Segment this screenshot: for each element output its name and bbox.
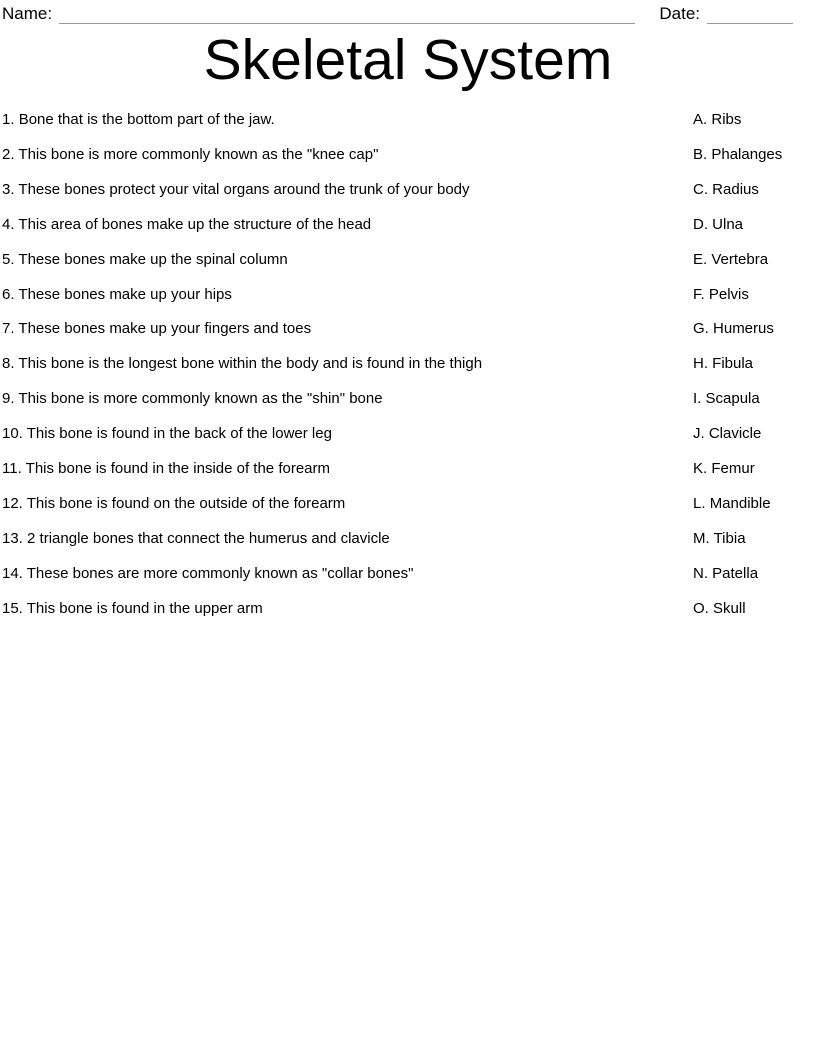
question-number: 8. bbox=[2, 355, 15, 373]
matching-list bbox=[0, 103, 816, 627]
question-text: These bones protect your vital organs around the trunk of your body bbox=[18, 180, 470, 198]
question-row bbox=[2, 417, 693, 452]
question-text: This bone is more commonly known as the "knee cap" bbox=[18, 145, 379, 163]
question-number: 7. bbox=[2, 320, 15, 338]
answer-text: Ribs bbox=[711, 111, 742, 128]
answer-text: Scapula bbox=[705, 390, 760, 408]
questions-column bbox=[2, 103, 693, 627]
question-number: 6. bbox=[2, 285, 15, 303]
answer-text: Clavicle bbox=[708, 425, 762, 443]
question-text: These bones make up your fingers and toes bbox=[18, 320, 312, 338]
answer-row bbox=[693, 347, 816, 382]
answer-text: Radius bbox=[712, 180, 759, 198]
answer-row bbox=[693, 452, 816, 487]
question-text: This bone is found in the back of the lower leg bbox=[26, 425, 332, 443]
answer-row bbox=[693, 312, 816, 347]
answer-text: Tibia bbox=[713, 529, 746, 547]
question-row bbox=[2, 103, 693, 138]
question-number: 11. bbox=[2, 460, 22, 478]
question-text: These bones are more commonly known as "collar bones" bbox=[26, 564, 414, 582]
question-text: This bone is more commonly known as the "shin" bone bbox=[18, 390, 383, 408]
answer-letter: C. bbox=[693, 180, 708, 198]
answer-text: Patella bbox=[712, 564, 759, 582]
question-row bbox=[2, 592, 693, 627]
question-number: 13. bbox=[2, 529, 23, 547]
page-title: Skeletal System bbox=[203, 28, 613, 92]
answer-letter: I. bbox=[693, 390, 702, 408]
question-row bbox=[2, 173, 693, 208]
answer-text: Fibula bbox=[712, 355, 754, 373]
question-row bbox=[2, 243, 693, 278]
answer-row bbox=[693, 103, 816, 138]
question-number: 14. bbox=[2, 564, 23, 582]
answer-text: Skull bbox=[713, 599, 746, 617]
answer-text: Femur bbox=[711, 460, 755, 478]
name-label: Name: bbox=[2, 4, 53, 23]
date-blank-line bbox=[707, 5, 793, 24]
question-number: 2. bbox=[2, 145, 15, 163]
question-text: This bone is found on the outside of the forearm bbox=[26, 494, 346, 512]
question-number: 4. bbox=[2, 215, 15, 233]
answer-row bbox=[693, 522, 816, 557]
answer-letter: A. bbox=[693, 111, 708, 128]
answers-column bbox=[693, 103, 816, 627]
question-row bbox=[2, 347, 693, 382]
answer-row bbox=[693, 382, 816, 417]
answer-letter: M. bbox=[693, 529, 710, 547]
question-text: 2 triangle bones that connect the humerus and clavicle bbox=[27, 529, 390, 547]
question-number: 5. bbox=[2, 250, 15, 268]
question-text: This bone is found in the inside of the forearm bbox=[25, 460, 330, 478]
question-row bbox=[2, 522, 693, 557]
date-label: Date: bbox=[659, 4, 700, 23]
question-number: 10. bbox=[2, 425, 23, 443]
answer-letter: D. bbox=[693, 215, 708, 233]
answer-letter: L. bbox=[693, 494, 706, 512]
question-text: This bone is the longest bone within the body and is found in the thigh bbox=[18, 355, 483, 373]
answer-letter: K. bbox=[693, 460, 708, 478]
answer-text: Mandible bbox=[709, 494, 771, 512]
question-number: 9. bbox=[2, 390, 15, 408]
answer-letter: G. bbox=[693, 320, 709, 338]
answer-row bbox=[693, 417, 816, 452]
question-text: Bone that is the bottom part of the jaw. bbox=[18, 111, 275, 128]
answer-row bbox=[693, 243, 816, 278]
question-text: This bone is found in the upper arm bbox=[26, 599, 263, 617]
question-text: This area of bones make up the structure of the head bbox=[18, 215, 372, 233]
answer-letter: H. bbox=[693, 355, 708, 373]
question-text: These bones make up your hips bbox=[18, 285, 232, 303]
name-blank-line bbox=[59, 5, 635, 24]
question-row bbox=[2, 278, 693, 313]
answer-letter: O. bbox=[693, 599, 709, 617]
question-row bbox=[2, 382, 693, 417]
answer-letter: F. bbox=[693, 285, 705, 303]
question-number: 12. bbox=[2, 494, 23, 512]
answer-row bbox=[693, 138, 816, 173]
answer-row bbox=[693, 487, 816, 522]
answer-row bbox=[693, 278, 816, 313]
answer-text: Vertebra bbox=[711, 250, 769, 268]
answer-letter: N. bbox=[693, 564, 708, 582]
answer-text: Humerus bbox=[713, 320, 774, 338]
question-number: 1. bbox=[2, 111, 15, 128]
question-row bbox=[2, 452, 693, 487]
question-row bbox=[2, 557, 693, 592]
question-row bbox=[2, 208, 693, 243]
answer-text: Phalanges bbox=[711, 145, 783, 163]
question-text: These bones make up the spinal column bbox=[18, 250, 288, 268]
answer-letter: E. bbox=[693, 250, 708, 268]
answer-letter: B. bbox=[693, 145, 708, 163]
answer-row bbox=[693, 592, 816, 627]
question-number: 3. bbox=[2, 180, 15, 198]
answer-row bbox=[693, 173, 816, 208]
answer-text: Pelvis bbox=[708, 285, 749, 303]
question-number: 15. bbox=[2, 599, 23, 617]
answer-letter: J. bbox=[693, 425, 705, 443]
question-row bbox=[2, 138, 693, 173]
answer-row bbox=[693, 208, 816, 243]
header bbox=[0, 0, 816, 24]
question-row bbox=[2, 312, 693, 347]
answer-text: Ulna bbox=[712, 215, 744, 233]
answer-row bbox=[693, 557, 816, 592]
question-row bbox=[2, 487, 693, 522]
